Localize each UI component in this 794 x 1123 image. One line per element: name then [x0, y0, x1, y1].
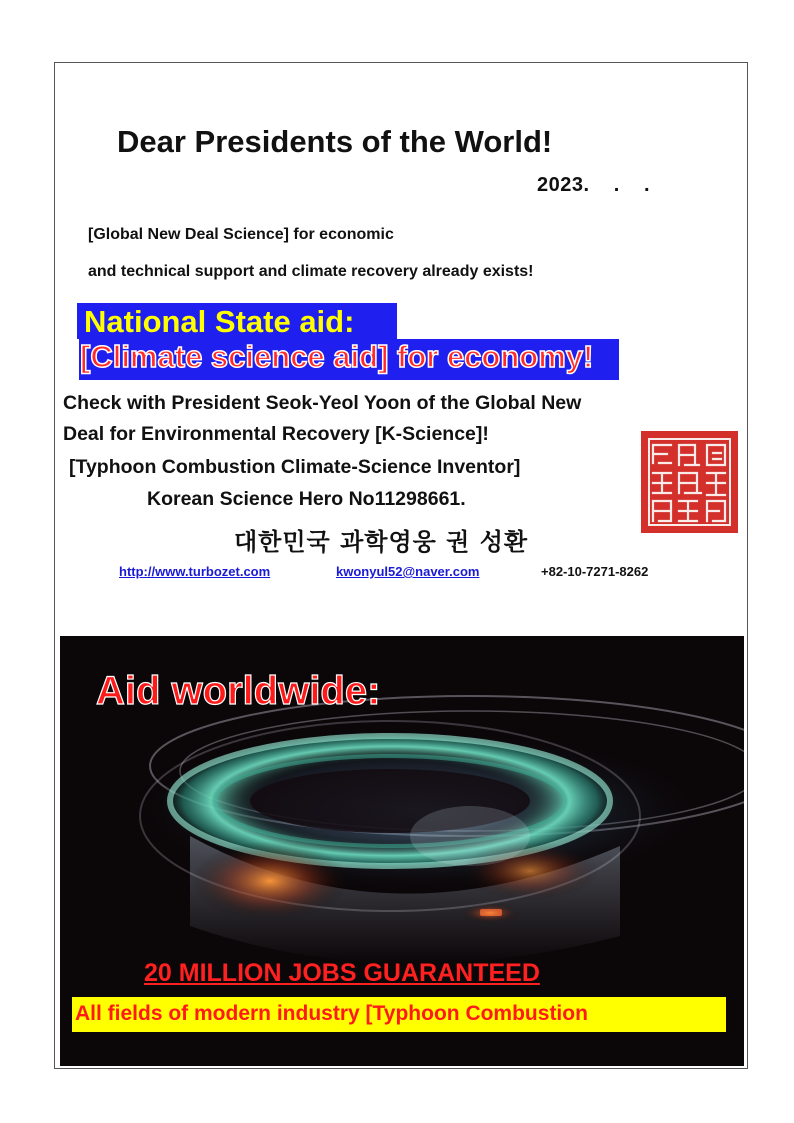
email-link[interactable]: kwonyul52@naver.com [336, 564, 480, 579]
korean-name: 대한민국 과학영웅 권 성환 [234, 527, 529, 556]
intro-line-2: and technical support and climate recovery already exists! [88, 263, 534, 280]
website-link[interactable]: http://www.turbozet.com [119, 564, 271, 579]
jobs-guaranteed-heading: 20 MILLION JOBS GUARANTEED [144, 959, 540, 987]
page-title: Dear Presidents of the World! [117, 124, 553, 159]
fields-of-industry-text: All fields of modern industry [Typhoon Combustion [75, 1002, 588, 1025]
check-line-2: Deal for Environmental Recovery [K-Science]! [63, 423, 489, 445]
check-line-1: Check with President Seok-Yeol Yoon of the Global New [63, 392, 582, 414]
aid-worldwide-heading: Aid worldwide: [96, 669, 381, 713]
inventor-line: [Typhoon Combustion Climate-Science Inventor] [69, 456, 521, 478]
letter-date: 2023. . . [537, 174, 651, 196]
climate-science-aid-heading: [Climate science aid] for economy! [80, 339, 594, 374]
intro-line-1: [Global New Deal Science] for economic [88, 226, 394, 243]
hero-line: Korean Science Hero No11298661. [147, 488, 466, 510]
red-seal-stamp-icon [641, 431, 738, 533]
phone-number: +82-10-7271-8262 [541, 564, 649, 579]
national-state-aid-heading: National State aid: [84, 304, 355, 339]
